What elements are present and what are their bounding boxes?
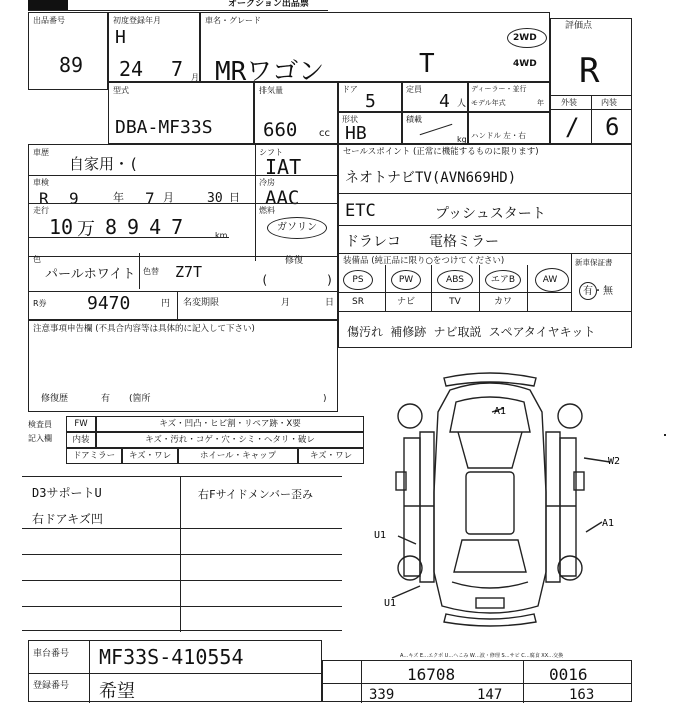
insp-r3c1: ドアミラー — [66, 448, 122, 464]
eq-aw: AW — [542, 275, 558, 285]
first-reg-month: 7 — [171, 57, 184, 81]
mark-5: U1 — [384, 598, 397, 609]
disp-value: 660 — [263, 119, 298, 141]
grade-box — [550, 18, 632, 144]
repair-parens: ( ) — [261, 273, 334, 287]
shift-label: シフト — [259, 148, 283, 157]
shift-value: IAT — [265, 155, 302, 179]
chassis-value: MF33S-410554 — [99, 645, 244, 669]
mark-3: U1 — [374, 530, 387, 541]
sales-line1: ネオトナビTV(AVN669HD) — [345, 170, 517, 186]
reg-label: 登録番号 — [33, 681, 70, 691]
doors-box — [338, 82, 402, 112]
first-reg-era: H — [115, 27, 126, 48]
eq-pw: PW — [398, 275, 414, 285]
mileage-label: 走行 — [33, 206, 49, 215]
eq-airbag: エアB — [490, 275, 516, 285]
sales-label: セールスポイント (正常に機能するものに限ります) — [343, 147, 539, 157]
eq-abs: ABS — [446, 275, 464, 285]
notes-label: 注意事項申告欄 (不具合内容等は具体的に記入して下さい) — [33, 324, 255, 334]
mileage-man-unit: 万 — [77, 219, 95, 240]
eq-airbag-circle — [485, 270, 521, 290]
eq-sr: SR — [352, 297, 364, 307]
insp-r3c4: キズ・ワレ — [298, 448, 364, 464]
purpose-label: 車歴 — [33, 148, 49, 157]
notes-box — [28, 320, 338, 412]
inspector-label2: 記入欄 — [28, 434, 52, 443]
insp-r2c2: キズ・汚れ・コゲ・穴・シミ・ヘタリ・破レ — [96, 432, 364, 448]
mark-2: W2 — [608, 456, 621, 467]
transfer-month: 月 — [281, 298, 291, 308]
type-box — [108, 82, 254, 144]
handle-box — [468, 112, 550, 144]
equipment-label: 装備品 (純正品に限り○をつけてください) — [343, 256, 505, 266]
ac-value: AAC — [265, 187, 300, 209]
handle-label: ハンドル 左・右 — [471, 131, 526, 140]
grade-score: R — [579, 51, 600, 91]
eq-pw-circle — [391, 270, 421, 290]
purpose-value: 自家用・( — [69, 155, 139, 173]
first-reg-box — [108, 12, 200, 82]
stat-v2: 0016 — [549, 665, 588, 684]
eq-navi: ナビ — [396, 297, 415, 307]
remark-left-2: 右ドアキズ凹 — [32, 512, 103, 526]
grade-ext: / — [565, 113, 580, 141]
lot-label: 出品番号 — [33, 16, 65, 25]
model-year-unit: 年 — [537, 99, 544, 107]
inspection-month: 7 — [145, 189, 155, 208]
stat-v1: 16708 — [407, 665, 456, 684]
mileage-unit: km — [215, 231, 228, 240]
insp-r3c3: ホイール・キャップ — [178, 448, 298, 464]
stat-v4: 147 — [477, 687, 503, 703]
legend-text: A…キズ E…エクボ U…へこみ W…波・修理 S…サビ C…腐食 XX…交換 — [400, 653, 564, 659]
insp-r3c2: キズ・ワレ — [122, 448, 178, 464]
disp-label: 排気量 — [259, 86, 283, 95]
new-warranty-label: 新車保証書 — [575, 258, 613, 267]
model-name: MRワゴン — [215, 57, 325, 87]
eq-abs-circle — [437, 270, 473, 290]
color-code-label: 色替 — [143, 267, 159, 276]
chassis-box — [28, 640, 322, 702]
sales-box — [338, 144, 632, 348]
header-title: オークション出品票 — [228, 0, 309, 9]
repair-history-part: (箇所 — [129, 394, 151, 404]
inspection-label: 車検 — [33, 178, 49, 187]
fuel-value: ガソリン — [277, 222, 317, 233]
eq-leather: カワ — [493, 297, 512, 307]
eq-ps: PS — [352, 275, 364, 285]
insp-r2c1: 内装 — [66, 432, 96, 448]
eq-tv: TV — [449, 297, 461, 307]
first-reg-label: 初度登録年月 — [113, 16, 161, 25]
load-box — [402, 112, 468, 144]
new-warranty-value: 有・無 — [583, 286, 613, 297]
recycle-value: 9470 — [87, 293, 131, 314]
header-bar — [28, 0, 328, 11]
fuel-label: 燃料 — [259, 206, 275, 215]
doors-label: ドア — [342, 85, 358, 94]
dealer-label: ディーラー・並行 — [471, 85, 527, 93]
eq-ps-circle — [343, 270, 373, 290]
type-code: DBA-MF33S — [115, 117, 213, 138]
sales-line2a: ETC — [345, 201, 376, 221]
eq-aw-circle — [535, 268, 569, 292]
notes-handwritten: 傷汚れ 補修跡 ナビ取説 スペアタイヤキット — [347, 325, 596, 339]
grade-label: 評価点 — [565, 21, 593, 31]
capacity-value: 4 — [439, 91, 450, 112]
repair-label: 修復 — [285, 256, 304, 266]
inspection-year-unit: 年 — [113, 191, 124, 204]
disp-unit: cc — [319, 128, 330, 139]
stats-box — [322, 660, 632, 702]
shape-value: HB — [345, 123, 367, 144]
speck — [664, 434, 666, 436]
remark-right-1: 右Fサイドメンバー歪み — [198, 488, 313, 501]
repair-history-label: 修復歴 — [41, 394, 69, 404]
shape-label: 形状 — [342, 115, 358, 124]
type-label: 型式 — [113, 86, 129, 95]
car-damage-diagram — [374, 372, 630, 628]
inspection-day: 30 — [207, 191, 223, 206]
grade-ext-label: 外装 — [561, 98, 577, 107]
sales-line3a: ドラレコ — [345, 234, 401, 250]
model-year-label: モデル年式 — [471, 99, 506, 107]
sales-line2b: プッシュスタート — [435, 206, 546, 222]
inspection-day-unit: 日 — [229, 191, 240, 204]
drive-4wd: 4WD — [513, 59, 537, 69]
reg-value: 希望 — [99, 681, 135, 702]
capacity-label: 定員 — [406, 85, 422, 94]
inspection-era: R — [39, 189, 49, 208]
mileage-man: 10 — [49, 215, 74, 239]
lot-box — [28, 12, 108, 90]
remark-left-1: D3サポートU — [32, 486, 102, 500]
remarks-area — [22, 476, 342, 632]
mileage-value: 8947 — [105, 215, 194, 239]
model-grade: T — [419, 49, 435, 79]
disp-box — [254, 82, 338, 144]
first-reg-month-unit: 月 — [191, 73, 199, 82]
model-box — [200, 12, 550, 87]
mark-4: A1 — [602, 518, 615, 529]
mark-1: A1 — [494, 406, 507, 417]
doors-value: 5 — [365, 91, 376, 112]
ac-label: 冷房 — [259, 178, 275, 187]
repair-history-close: ) — [323, 394, 327, 404]
stat-v3: 339 — [369, 687, 395, 703]
first-reg-year: 24 — [119, 57, 144, 81]
color-label: 色 — [33, 255, 41, 264]
sales-line3b: 電格ミラー — [429, 234, 499, 250]
insp-r1c1: FW — [66, 416, 96, 432]
dealer-box — [468, 82, 550, 112]
recycle-label: R券 — [33, 299, 47, 308]
grade-int-label: 内装 — [601, 98, 617, 107]
inspector-table — [28, 414, 353, 472]
color-code: Z7T — [175, 263, 203, 281]
inspector-label1: 検査員 — [28, 420, 52, 429]
shape-box — [338, 112, 402, 144]
lot-number: 89 — [59, 53, 84, 77]
vehicle-info-box — [28, 144, 338, 320]
stat-v5: 163 — [569, 687, 595, 703]
transfer-day: 日 — [325, 298, 335, 308]
insp-r1c2: キズ・凹凸・ヒビ割・リペア跡・X要 — [96, 416, 364, 432]
capacity-unit: 人 — [457, 99, 467, 109]
drive-box — [505, 22, 550, 82]
recycle-unit: 円 — [161, 299, 171, 309]
color-value: パールホワイト — [45, 267, 136, 282]
model-label: 車名・グレード — [205, 16, 261, 25]
inspection-month-unit: 月 — [163, 191, 174, 204]
transfer-label: 名変期限 — [183, 298, 220, 308]
warranty-yes-circle — [579, 282, 597, 300]
load-unit: kg — [457, 135, 467, 144]
chassis-label: 車台番号 — [33, 649, 70, 659]
repair-history-yes: 有 — [101, 394, 111, 404]
inspection-year: 9 — [69, 189, 79, 208]
capacity-box — [402, 82, 468, 112]
load-label: 積載 — [406, 115, 422, 124]
grade-int: 6 — [605, 113, 620, 141]
drive-2wd: 2WD — [513, 33, 537, 43]
